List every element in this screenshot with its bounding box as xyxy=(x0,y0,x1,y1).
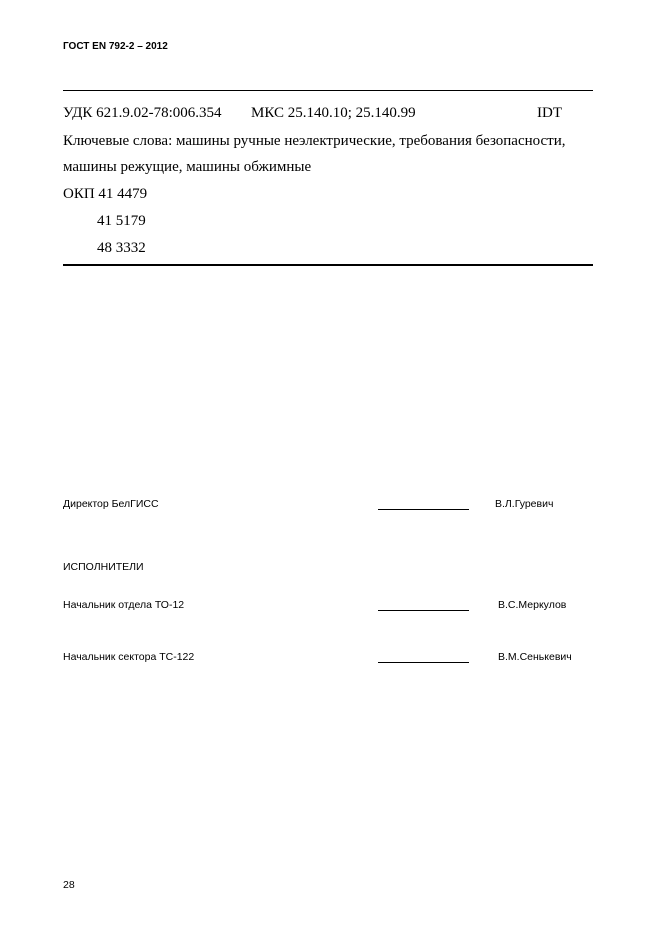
director-signature-line xyxy=(378,509,469,510)
bottom-divider xyxy=(63,264,593,266)
idt-label: IDT xyxy=(537,105,562,121)
udk-code: УДК 621.9.02-78:006.354 xyxy=(63,105,222,121)
top-divider xyxy=(63,90,593,91)
director-title: Директор БелГИСС xyxy=(63,498,159,510)
document-code: ГОСТ EN 792-2 – 2012 xyxy=(63,41,168,52)
page-number: 28 xyxy=(63,879,75,891)
executor-name: В.М.Сенькевич xyxy=(498,651,572,663)
executors-heading: ИСПОЛНИТЕЛИ xyxy=(63,561,144,573)
executor-signature-line xyxy=(378,662,469,663)
executor-title: Начальник сектора ТС-122 xyxy=(63,651,195,663)
executor-title: Начальник отдела ТО-12 xyxy=(63,599,185,611)
okp-code: ОКП 41 4479 xyxy=(63,186,148,202)
director-name: В.Л.Гуревич xyxy=(495,498,554,510)
keywords-line-2: машины режущие, машины обжимные xyxy=(63,159,312,175)
okp-code-2: 41 5179 xyxy=(97,213,146,229)
keywords-line-1: Ключевые слова: машины ручные неэлектрические, требования безопасности, xyxy=(63,133,566,149)
executor-name: В.С.Меркулов xyxy=(498,599,567,611)
mks-code: МКС 25.140.10; 25.140.99 xyxy=(251,105,416,121)
okp-code-3: 48 3332 xyxy=(97,240,146,256)
executor-signature-line xyxy=(378,610,469,611)
